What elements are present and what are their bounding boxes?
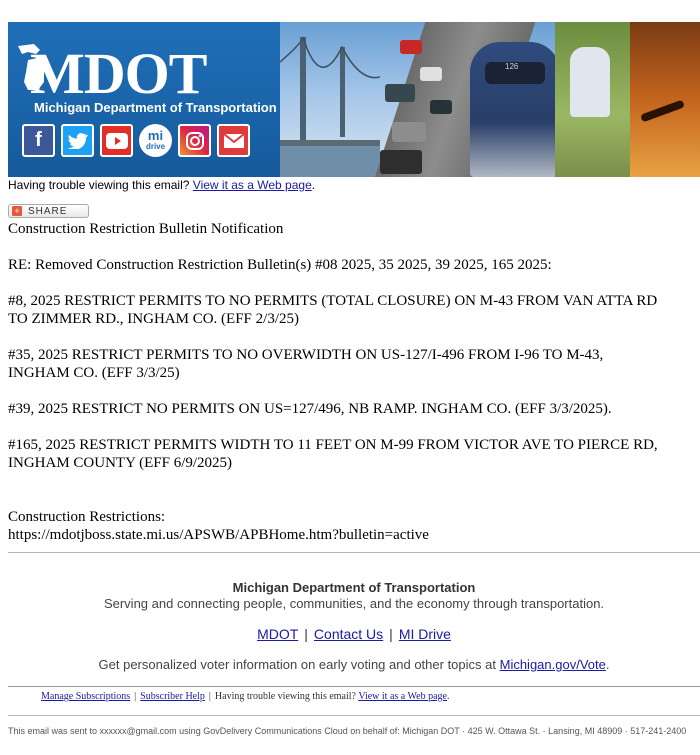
twitter-icon[interactable]: [61, 124, 94, 157]
car-icon: [400, 40, 422, 54]
bridge-cables-icon: [280, 22, 380, 177]
logo-subtitle: Michigan Department of Transportation: [34, 100, 277, 115]
subscription-links: Manage Subscriptions | Subscriber Help | Having trouble viewing this email? View it as a Web page.: [41, 691, 450, 702]
bulletin-item-line: #39, 2025 RESTRICT NO PERMITS ON US=127/496, NB RAMP. INGHAM CO. (EFF 3/3/2025).: [8, 401, 612, 417]
youtube-icon[interactable]: [100, 124, 133, 157]
restrictions-url: https://mdotjboss.state.mi.us/APSWB/APBHome.htm?bulletin=active: [8, 527, 429, 543]
bulletin-item-line: #165, 2025 RESTRICT PERMITS WIDTH TO 11 FEET ON M-99 FROM VICTOR AVE TO PIERCE RD,: [8, 437, 658, 453]
facebook-icon[interactable]: f: [22, 124, 55, 157]
footer-vote-info: Get personalized voter information on early voting and other topics at Michigan.gov/Vote.: [98, 657, 610, 672]
logo-title: MDOT: [30, 41, 207, 106]
divider: [8, 686, 700, 687]
mi-drive-link[interactable]: MI Drive: [398, 626, 451, 642]
plus-icon: +: [12, 206, 22, 216]
subscriber-help-link[interactable]: Subscriber Help: [140, 691, 205, 702]
car-icon: [380, 150, 422, 174]
footer-org-name: Michigan Department of Transportation: [232, 580, 476, 595]
train-number: 126: [505, 62, 519, 71]
car-icon: [430, 100, 452, 114]
footer-links: MDOT | Contact Us | MI Drive: [257, 626, 451, 642]
bulletin-heading: Construction Restriction Bulletin Notification: [8, 221, 284, 237]
trouble-viewing-bar: Having trouble viewing this email? View it as a Web page.: [8, 178, 316, 192]
social-links: [22, 124, 250, 157]
share-button[interactable]: + SHARE: [8, 204, 89, 218]
car-icon: [385, 84, 415, 102]
bulletin-item-line: #8, 2025 RESTRICT PERMITS TO NO PERMITS (TOTAL CLOSURE) ON M-43 FROM VAN ATTA RD: [8, 293, 658, 309]
divider: [8, 715, 700, 716]
bulletin-item-line: TO ZIMMER RD., INGHAM CO. (EFF 2/3/25): [8, 311, 299, 327]
airplane-photo: [630, 22, 700, 177]
michigan-vote-link[interactable]: Michigan.gov/Vote: [499, 657, 606, 672]
instagram-icon[interactable]: [178, 124, 211, 157]
contact-us-link[interactable]: Contact Us: [313, 626, 384, 642]
mdot-link[interactable]: MDOT: [257, 626, 299, 642]
logo-panel: [8, 22, 280, 177]
footer-tagline: Serving and connecting people, communities, and the economy through transportation.: [103, 596, 605, 611]
transportation-photo-collage: [280, 22, 700, 177]
bulletin-item-line: INGHAM COUNTY (EFF 6/9/2025): [8, 455, 233, 471]
mi-drive-icon[interactable]: mi drive: [139, 124, 172, 157]
divider: [8, 552, 700, 553]
bulletin-item-line: #35, 2025 RESTRICT PERMITS TO NO OVERWIDTH ON US-127/I-496 FROM I-96 TO M-43,: [8, 347, 604, 363]
header-banner: [8, 22, 700, 177]
email-icon[interactable]: [217, 124, 250, 157]
view-web-page-link[interactable]: View it as a Web page: [192, 178, 312, 192]
car-icon: [420, 67, 442, 81]
manage-subscriptions-link[interactable]: Manage Subscriptions: [41, 691, 131, 702]
sent-to-notice: This email was sent to xxxxxx@gmail.com using GovDelivery Communications Cloud on behalf of: Michigan DOT · 425 W. Ottawa St. · Lansing, MI 48909 · 517-241-2400: [8, 726, 687, 736]
cyclist-icon: [570, 47, 610, 117]
car-icon: [392, 122, 426, 142]
bulletin-item-line: INGHAM CO. (EFF 3/3/25): [8, 365, 180, 381]
bulletin-re-line: RE: Removed Construction Restriction Bulletin(s) #08 2025, 35 2025, 39 2025, 165 2025:: [8, 257, 552, 273]
view-web-page-link-footer[interactable]: View it as a Web page: [358, 691, 447, 702]
restrictions-label: Construction Restrictions:: [8, 509, 166, 525]
